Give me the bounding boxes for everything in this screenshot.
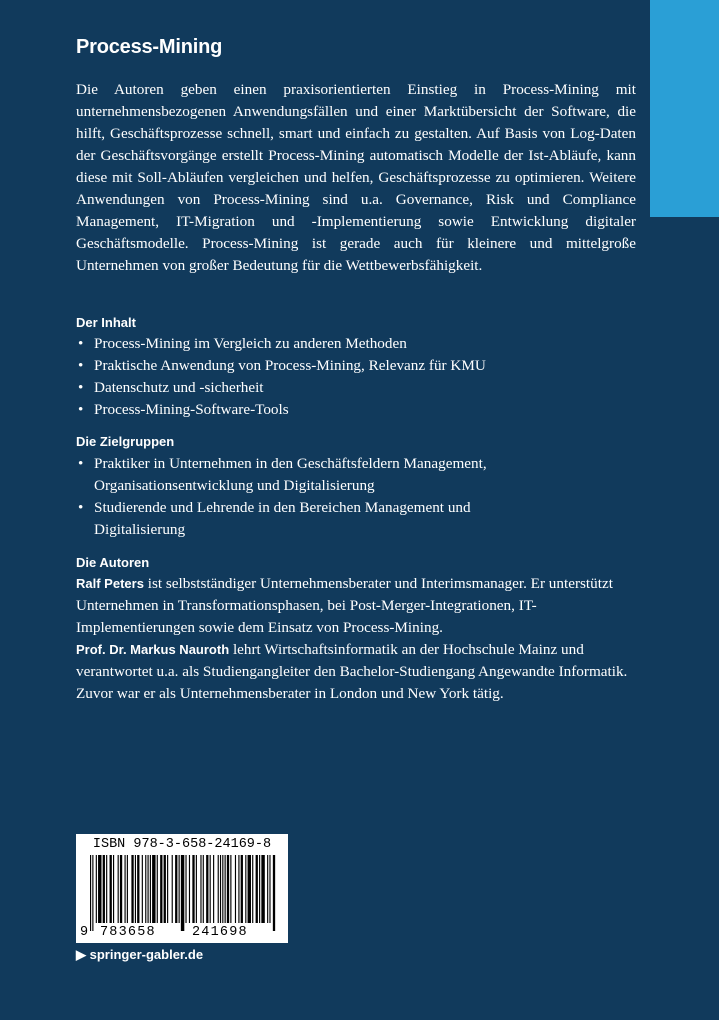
publisher-url: springer-gabler.de xyxy=(89,947,204,962)
barcode-bar xyxy=(238,855,239,923)
barcode-bar xyxy=(210,855,211,923)
barcode-bar xyxy=(103,855,105,923)
barcode-bar xyxy=(189,855,190,923)
barcode-bar xyxy=(222,855,223,923)
barcode-bar xyxy=(90,855,91,931)
authors-text xyxy=(76,573,636,705)
barcode-bar xyxy=(179,855,180,923)
isbn-group-right: 241698 xyxy=(192,925,248,940)
barcode-bar xyxy=(241,855,243,923)
barcode-bar xyxy=(160,855,162,923)
author-name: Prof. Dr. Markus Nauroth xyxy=(76,642,230,657)
arrow-icon: ▶ xyxy=(76,947,86,962)
barcode-bar xyxy=(137,855,139,923)
zielgruppen-list xyxy=(76,453,546,541)
list-item: • Process-Mining im Vergleich zu anderen Methoden xyxy=(78,335,407,352)
barcode-bar xyxy=(252,855,253,923)
barcode-bar xyxy=(157,855,158,923)
barcode-bar xyxy=(150,855,151,923)
barcode-bar xyxy=(148,855,149,923)
autoren-heading: Die Autoren xyxy=(76,555,150,570)
barcode-bar xyxy=(273,855,275,931)
list-item: • Studierende und Lehrende in den Bereichen Management und Digitalisierung xyxy=(78,499,471,538)
barcode-bar xyxy=(213,855,214,923)
barcode-bar xyxy=(261,855,264,923)
barcode-bar xyxy=(120,855,122,923)
barcode-bar xyxy=(96,855,97,923)
list-item: • Praktische Anwendung von Process-Mining, Relevanz für KMU xyxy=(78,357,486,374)
zielgruppen-heading: Die Zielgruppen xyxy=(76,434,175,449)
barcode-bar xyxy=(142,855,143,923)
barcode-bar xyxy=(256,855,258,923)
barcode-bar xyxy=(196,855,197,923)
barcode-bar xyxy=(269,855,270,923)
list-item: • Praktiker in Unternehmen in den Geschäftsfeldern Management, Organisationsentwicklung und Digitalisierung xyxy=(78,455,487,494)
barcode-bar xyxy=(218,855,219,923)
barcode-bar xyxy=(225,855,226,923)
barcode-bar xyxy=(135,855,136,923)
barcode-bar xyxy=(185,855,186,923)
barcode-bar xyxy=(227,855,229,923)
barcode-bar xyxy=(98,855,101,923)
barcode-bar xyxy=(245,855,246,923)
barcode-bar xyxy=(192,855,194,923)
inhalt-heading: Der Inhalt xyxy=(76,315,136,330)
accent-bar xyxy=(650,0,719,217)
barcode-bar xyxy=(92,855,93,931)
barcode-bar xyxy=(145,855,146,923)
author-bio: lehrt Wirtschaftsinformatik an der Hochschule Mainz und verantwortet u.a. als Studiengangleiter den Bachelor-Studiengang Angewandte Informatik. Zuvor war er als Unternehmensberater in London und New York tätig. xyxy=(76,641,628,702)
isbn-label: ISBN 978-3-658-24169-8 xyxy=(92,837,272,852)
barcode xyxy=(76,834,288,943)
publisher-link[interactable] xyxy=(76,947,203,963)
barcode-bar xyxy=(113,855,114,923)
barcode-bar xyxy=(172,855,173,923)
barcode-bars xyxy=(76,855,288,931)
barcode-bar xyxy=(175,855,177,923)
barcode-bar xyxy=(127,855,128,923)
barcode-bar xyxy=(203,855,204,923)
author-name: Ralf Peters xyxy=(76,576,144,591)
barcode-bar xyxy=(106,855,107,923)
barcode-bar xyxy=(267,855,268,923)
barcode-bar xyxy=(164,855,166,923)
barcode-bar xyxy=(131,855,133,923)
barcode-bar xyxy=(118,855,119,923)
list-item: • Datenschutz und -sicherheit xyxy=(78,379,264,396)
inhalt-list xyxy=(76,333,636,421)
barcode-bar xyxy=(206,855,208,923)
barcode-bar xyxy=(259,855,260,923)
barcode-bar xyxy=(230,855,231,923)
barcode-bar xyxy=(125,855,126,923)
intro-paragraph: Die Autoren geben einen praxisorientierten Einstieg in Process-Mining mit unternehmensbezogenen Anwendungsfällen und einer Marktübersicht der Software, die hilft, Geschäftsprozesse schnell, smart und einfach zu gestalten. Auf Basis von Log-Daten der Geschäftsvorgänge erstellt Process-Mining automatisch Modelle der Ist-Abläufe, kann diese mit Soll-Abläufen vergleichen und helfen, Geschäftsprozesse zu optimieren. Weitere Anwendungen von Process-Mining sind u.a. Governance, Risk und Compliance Management, IT-Migration und -Implementierung sowie Entwicklung digitaler Geschäftsmodelle. Process-Mining ist gerade auch für kleinere und mittelgroße Unternehmen von großer Bedeutung für die Wettbewerbsfähigkeit. xyxy=(76,81,636,274)
author-bio: ist selbstständiger Unternehmensberater und Interimsmanager. Er unterstützt Unternehmen in Transformationsphasen, bei Post-Merger-Integrationen, IT-Implementierungen sowie dem Einsatz von Process-Mining. xyxy=(76,575,613,636)
barcode-bar xyxy=(167,855,168,923)
isbn-group-left: 783658 xyxy=(100,925,156,940)
barcode-bar xyxy=(181,855,184,931)
barcode-bar xyxy=(110,855,112,923)
barcode-bar xyxy=(235,855,236,923)
list-item: • Process-Mining-Software-Tools xyxy=(78,401,289,418)
page-title: Process-Mining xyxy=(76,36,223,58)
isbn-first-digit: 9 xyxy=(80,925,89,940)
barcode-bar xyxy=(200,855,201,923)
barcode-bar xyxy=(152,855,155,923)
barcode-bar xyxy=(220,855,221,923)
barcode-bar xyxy=(248,855,251,923)
